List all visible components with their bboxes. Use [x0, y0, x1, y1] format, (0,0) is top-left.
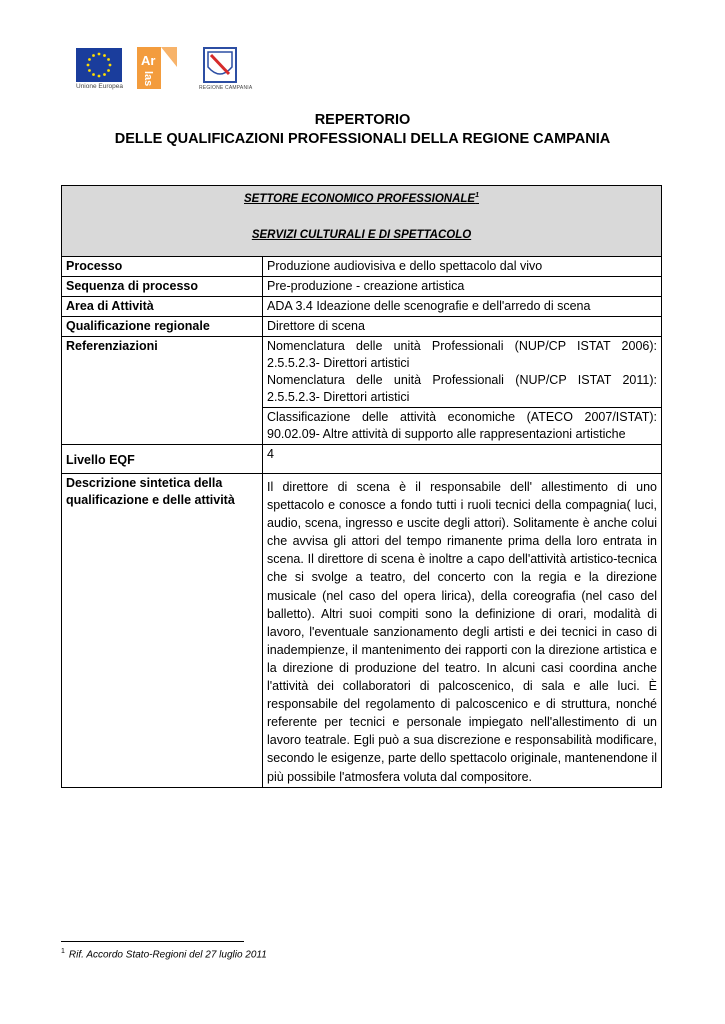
table-row: [62, 317, 662, 337]
sequenza-value: Pre-produzione - creazione artistica: [263, 277, 662, 297]
eu-logo-label: Unione Europea: [76, 83, 123, 90]
referenziazioni-ateco: Classificazione delle attività economiche (ATECO 2007/ISTAT): 90.02.09- Altre attività di supporto alle rappresentazioni artistiche: [263, 408, 662, 445]
table-row: [62, 337, 662, 408]
svg-text:Ar: Ar: [141, 53, 156, 68]
svg-text:las: las: [142, 71, 154, 87]
livello-label: Livello EQF: [62, 445, 263, 474]
regione-campania-logo: [199, 47, 253, 93]
page-title-line1: REPERTORIO: [314, 112, 411, 128]
table-row: [62, 445, 662, 474]
arlas-logo: [137, 47, 177, 89]
sector-row: [62, 186, 662, 257]
footnote-divider: [61, 941, 244, 942]
area-label: Area di Attività: [62, 297, 263, 317]
table-row: [62, 257, 662, 277]
qualificazione-label: Qualificazione regionale: [62, 317, 263, 337]
sector-heading: SETTORE ECONOMICO PROFESSIONALE$^1$: [244, 192, 479, 205]
footnote-text: Rif. Accordo Stato-Regioni del 27 luglio 2011: [68, 949, 267, 961]
processo-value: Produzione audiovisiva e dello spettacolo dal vivo: [263, 257, 662, 277]
qualification-table: [61, 185, 662, 788]
processo-label: Processo: [62, 257, 263, 277]
table-row: [62, 297, 662, 317]
eu-flag-logo: [76, 48, 122, 82]
page-title-line2: DELLE QUALIFICAZIONI PROFESSIONALI DELLA REGIONE CAMPANIA: [114, 131, 611, 147]
qualificazione-value: Direttore di scena: [263, 317, 662, 337]
descrizione-value: Il direttore di scena è il responsabile dell' allestimento di uno spettacolo e conosce a fondo tutti i ruoli tecnici della compagnia( luci, audio, scena, ingresso e uscite degli attori). Solitamente è anche colui che avvisa gli attori del tempo rimanente prima della loro entrata in scena. Il direttore di scena è inoltre a capo dell'attività artistico-tecnica che si svolge a teatro, del concerto con la regia e la direzione musicale (nel caso del opera lirica), della coreografia (nel caso del balletto). Altri suoi compiti sono la definizione di orari, modalità di lavoro, l'eventuale sanzionamento degli artisti e dei tecnici in caso di inadempienze, il mantenimento dei rapporti con la direzione artistica e la direzione di produzione del teatro. In alcuni casi coordina anche l'attività dei collaboratori di palcoscenico, di sala e alle luci. È responsabile del regolamento di palcoscenico e di struttura, nonché referente per tecnici e personale impiegato nell'allestimento di un lavoro teatrale. Egli può a sua discrezione e responsabilità modificare, secondo le esigenze, parte dello spettacolo originale, mantenendone il più possibile l'atmosfera voluta dal compositore.: [263, 474, 662, 788]
livello-value: 4: [263, 445, 662, 474]
referenziazioni-label: Referenziazioni: [62, 337, 263, 445]
area-value: ADA 3.4 Ideazione delle scenografie e dell'arredo di scena: [263, 297, 662, 317]
footnote: [61, 948, 267, 960]
descrizione-label: Descrizione sintetica della qualificazione e delle attività: [62, 474, 263, 788]
table-row: [62, 474, 662, 788]
referenziazioni-nup: [263, 337, 662, 408]
footnote-ref[interactable]: 1: [475, 192, 479, 199]
sequenza-label: Sequenza di processo: [62, 277, 263, 297]
nup-2011: Nomenclatura delle unità Professionali (NUP/CP ISTAT 2011): 2.5.5.2.3- Direttori artistici: [267, 373, 657, 404]
nup-2006: Nomenclatura delle unità Professionali (NUP/CP ISTAT 2006): 2.5.5.2.3- Direttori artistici: [267, 339, 657, 370]
table-row: [62, 277, 662, 297]
sector-name: SERVIZI CULTURALI E DI SPETTACOLO: [251, 228, 472, 241]
regione-logo-label: REGIONE CAMPANIA: [199, 85, 253, 91]
footnote-mark: 1: [61, 948, 65, 955]
sector-cell: [62, 186, 662, 257]
